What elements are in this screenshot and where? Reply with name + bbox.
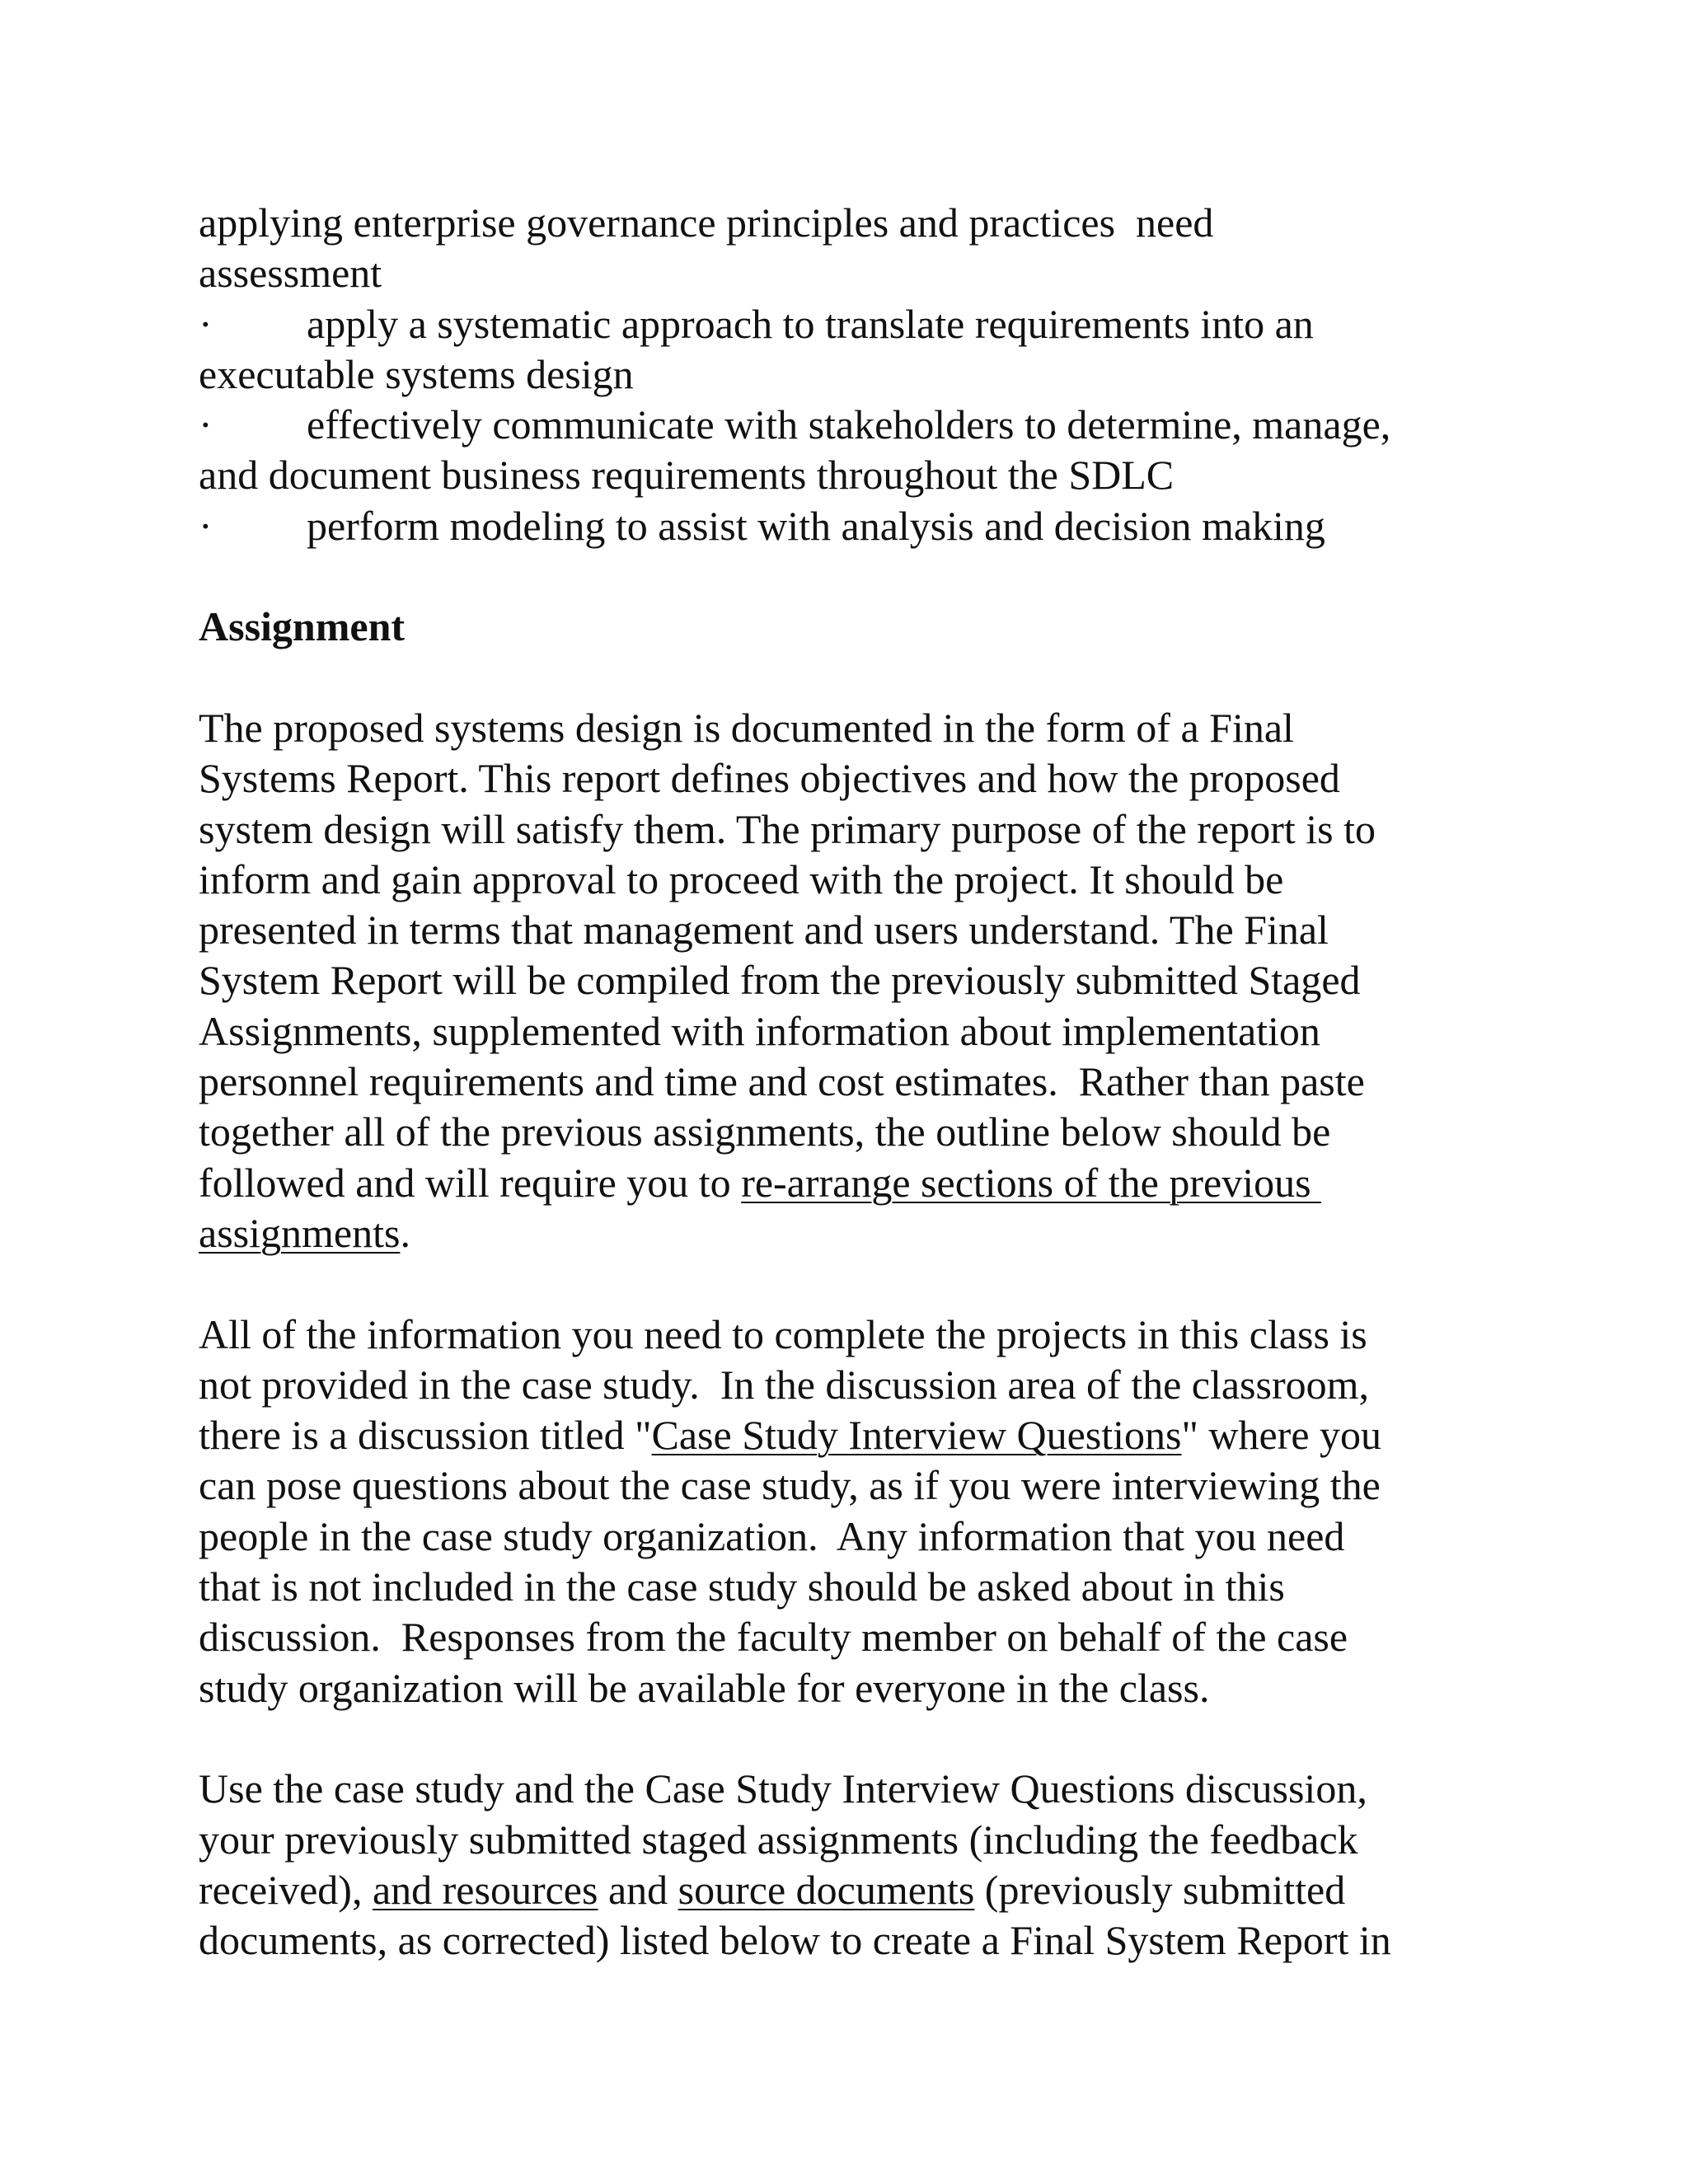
spacer xyxy=(199,653,1484,703)
bullet-continuation: and document business requirements throughout the SDLC xyxy=(199,452,1175,499)
bullet-text: apply a systematic approach to translate requirements into an xyxy=(307,300,1314,347)
assignments-link[interactable]: assignments xyxy=(199,1209,401,1256)
intro-line: applying enterprise governance principles and practices need xyxy=(199,199,1214,246)
bullet-marker: · xyxy=(199,300,213,347)
text-run: followed and will require you to xyxy=(199,1159,742,1206)
paragraph-line: system design will satisfy them. The primary purpose of the report is to xyxy=(199,805,1376,852)
paragraph-line: Use the case study and the Case Study Interview Questions discussion, xyxy=(199,1765,1367,1812)
bullet-item xyxy=(199,299,1484,349)
text-run: . xyxy=(400,1209,410,1256)
rearrange-sections-link[interactable]: re-arrange sections of the previous xyxy=(741,1159,1322,1206)
text-run: and xyxy=(598,1866,678,1913)
bullet-marker: · xyxy=(199,502,213,549)
source-documents-link[interactable]: source documents xyxy=(678,1866,975,1913)
paragraph-line: inform and gain approval to proceed with the project. It should be xyxy=(199,855,1284,902)
paragraph-line: documents, as corrected) listed below to create a Final System Report in xyxy=(199,1917,1391,1964)
paragraph-line: not provided in the case study. In the discussion area of the classroom, xyxy=(199,1361,1370,1408)
paragraph-line: presented in terms that management and users understand. The Final xyxy=(199,907,1329,954)
text-run: received), xyxy=(199,1866,373,1913)
bullet-marker: · xyxy=(199,401,213,448)
paragraph-line: Systems Report. This report defines objectives and how the proposed xyxy=(199,755,1340,802)
case-study-interview-questions-link[interactable]: Case Study Interview Questions xyxy=(651,1412,1182,1459)
paragraph-line: Assignments, supplemented with information about implementation xyxy=(199,1007,1320,1054)
resources-link[interactable]: and resources xyxy=(372,1866,598,1913)
paragraph-line: personnel requirements and time and cost estimates. Rather than paste xyxy=(199,1058,1365,1105)
text-run: there is a discussion titled " xyxy=(199,1412,652,1459)
paragraph-line: System Report will be compiled from the previously submitted Staged xyxy=(199,957,1361,1004)
bullet-item xyxy=(199,501,1484,551)
paragraph-line: study organization will be available for everyone in the class. xyxy=(199,1664,1210,1711)
paragraph-line: people in the case study organization. Any information that you need xyxy=(199,1512,1345,1559)
bullet-item xyxy=(199,400,1484,450)
paragraph-line: that is not included in the case study should be asked about in this xyxy=(199,1563,1285,1610)
spacer xyxy=(199,1713,1484,1764)
paragraph-line: can pose questions about the case study, as if you were interviewing the xyxy=(199,1462,1381,1509)
spacer xyxy=(199,1258,1484,1309)
paragraph-line xyxy=(199,1158,1484,1208)
paragraph-line xyxy=(199,1865,1484,1915)
paragraph-line xyxy=(199,1208,1484,1258)
text-run: " where you xyxy=(1181,1412,1382,1459)
paragraph-line: All of the information you need to complete the projects in this class is xyxy=(199,1310,1367,1357)
text-run: (previously submitted xyxy=(974,1866,1346,1913)
paragraph-line: The proposed systems design is documented in the form of a Final xyxy=(199,704,1294,751)
bullet-continuation: executable systems design xyxy=(199,350,634,397)
paragraph-line: your previously submitted staged assignments (including the feedback xyxy=(199,1816,1358,1863)
paragraph-line xyxy=(199,1410,1484,1460)
intro-line: assessment xyxy=(199,250,382,297)
paragraph-line: discussion. Responses from the faculty member on behalf of the case xyxy=(199,1614,1348,1661)
document-page xyxy=(199,198,1484,1966)
paragraph-line: together all of the previous assignments, the outline below should be xyxy=(199,1108,1331,1155)
bullet-text: perform modeling to assist with analysis and decision making xyxy=(307,502,1325,549)
assignment-heading: Assignment xyxy=(199,603,406,650)
bullet-text: effectively communicate with stakeholders to determine, manage, xyxy=(307,401,1391,448)
spacer xyxy=(199,551,1484,602)
